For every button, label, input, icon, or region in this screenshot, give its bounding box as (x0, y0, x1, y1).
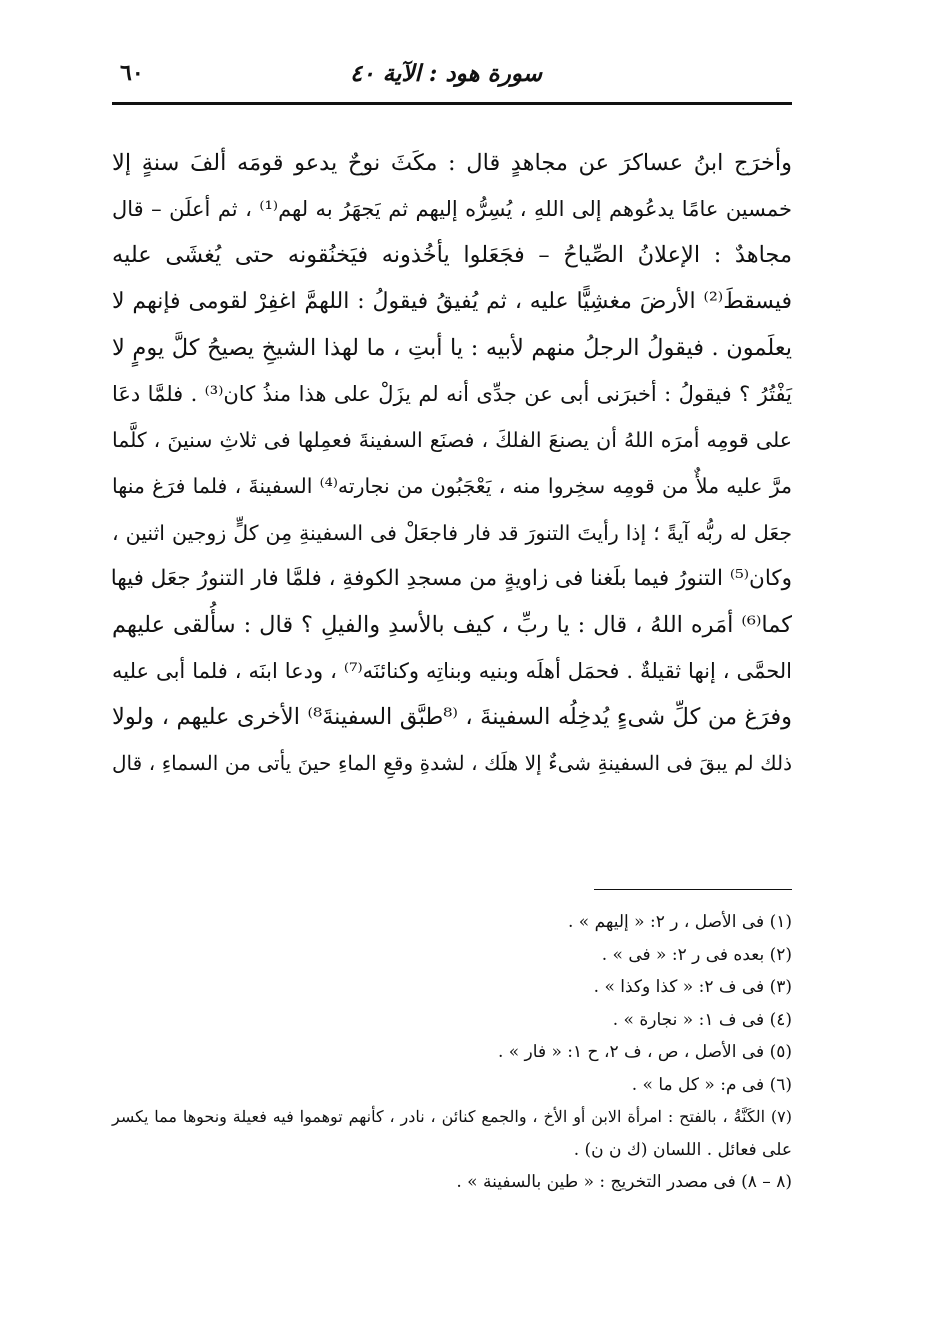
text-line: الحمَّى ، إنها ثقيلةٌ . فحمَل أهلَه وبنيه وبناتِه وكنائنَه⁽⁷⁾ ، ودعا ابنَه ، فلما أبى عليه (112, 659, 792, 684)
text-line: يعلَمون . فيقولُ الرجلُ منهم لأبيه : يا أبتِ ، ما لهذا الشيخِ يصيحُ كلَّ يومٍ لا (112, 334, 792, 361)
page-number: ٦٠ (120, 60, 144, 86)
footnote-separator (594, 889, 792, 890)
text-line: مرَّ عليه ملأٌ من قومِه سخِروا منه ، يَعْجَبُون من نجارته⁽⁴⁾ السفينةَ ، فلما فرَغ منها (112, 474, 792, 499)
page-header (112, 56, 792, 96)
text-line: يَفْتُرُ ؟ فيقولُ : أخبرَنى أبى عن جدِّى أنه لم يزَلْ على هذا منذُ كان⁽³⁾ . فلمَّا دعَا (112, 381, 793, 406)
footnote: (٦) فى م: « كل ما » . (631, 1074, 792, 1095)
header-rule (112, 102, 792, 105)
running-title: سورة هود : الآية ٤٠ (349, 60, 542, 87)
text-line: مجاهدٌ : الإعلانُ الصِّياحُ – فجَعَلوا يأخُذونه فيَخنُقونه حتى يُغشَى عليه (112, 242, 792, 269)
main-text (112, 140, 792, 787)
footnote: (٢) بعده فى ر ٢: « فى » . (601, 944, 792, 965)
text-line: كما⁽⁶⁾ أمَره اللهُ ، قال : يا ربِّ ، كيف بالأسدِ والفيلِ ؟ قال : سأُلقى عليهم (112, 611, 792, 638)
footnote: (٥) فى الأصل ، ص ، ف ٢، ح ١: « فار » . (497, 1042, 792, 1062)
footnotes (112, 906, 792, 1199)
text-line: على قومِه أمرَه اللهُ أن يصنعَ الفلكَ ، فصنَع السفينةَ فعمِلها فى ثلاثِ سنينَ ، كلَّما (112, 428, 792, 453)
footnote: (١) فى الأصل ، ر ٢: « إليهم » . (567, 912, 792, 932)
text-line: خمسين عامًا يدعُوهم إلى اللهِ ، يُسِرُّه إليهم ثم يَجهَرُ به لهم⁽¹⁾ ، ثم أعلَن – قال (112, 197, 792, 222)
text-line: ذلك لم يبقَ فى السفينةِ شىءٌ إلا هلَك ، لشدةِ وقعِ الماءِ حينَ يأتى من السماءِ ، قال (112, 751, 792, 776)
footnote: (٧) الكَنَّةُ ، بالفتح : امرأة الابن أو الأخ ، والجمع كنائن ، نادر ، كأنهم توهموا فيه فعيلة ونحوها مما يكسر (112, 1107, 792, 1126)
text-line: وأخرَج ابنُ عساكرَ عن مجاهدٍ قال : مكَثَ نوحٌ يدعو قومَه ألفَ سنةٍ إلا (112, 150, 792, 176)
text-line: فيسقطَ⁽²⁾ الأرضَ مغشِيًّا عليه ، ثم يُفيقُ فيقولُ : اللهمَّ اغفِرْ لقومى فإنهم لا (112, 288, 792, 314)
text-line: جعَل له ربُّه آيةً ؛ إذا رأيتَ التنورَ قد فار فاجعَلْ فى السفينةِ مِن كلٍّ زوجين اثنين ، (112, 520, 792, 545)
text-line: وفرَغ من كلِّ شىءٍ يُدخِلُه السفينةَ ، ⁽⁸طبَّق السفينةَ⁸⁾ الأخرى عليهم ، ولولا (112, 704, 792, 731)
footnote: (٤) فى ف ١: « نجارة » . (612, 1009, 792, 1030)
footnote: (٨ – ٨) فى مصدر التخريج : « طين بالسفينة » . (456, 1172, 792, 1192)
footnote-continuation: على فعائل . اللسان (ك ن ن) . (573, 1139, 792, 1160)
text-line: وكان⁽⁵⁾ التنورُ فيما بلَغنا فى زاويةٍ من مسجدِ الكوفةِ ، فلمَّا فار التنورُ جعَل فيها (110, 565, 792, 591)
footnote: (٣) فى ف ٢: « كذا وكذا » . (593, 977, 792, 997)
